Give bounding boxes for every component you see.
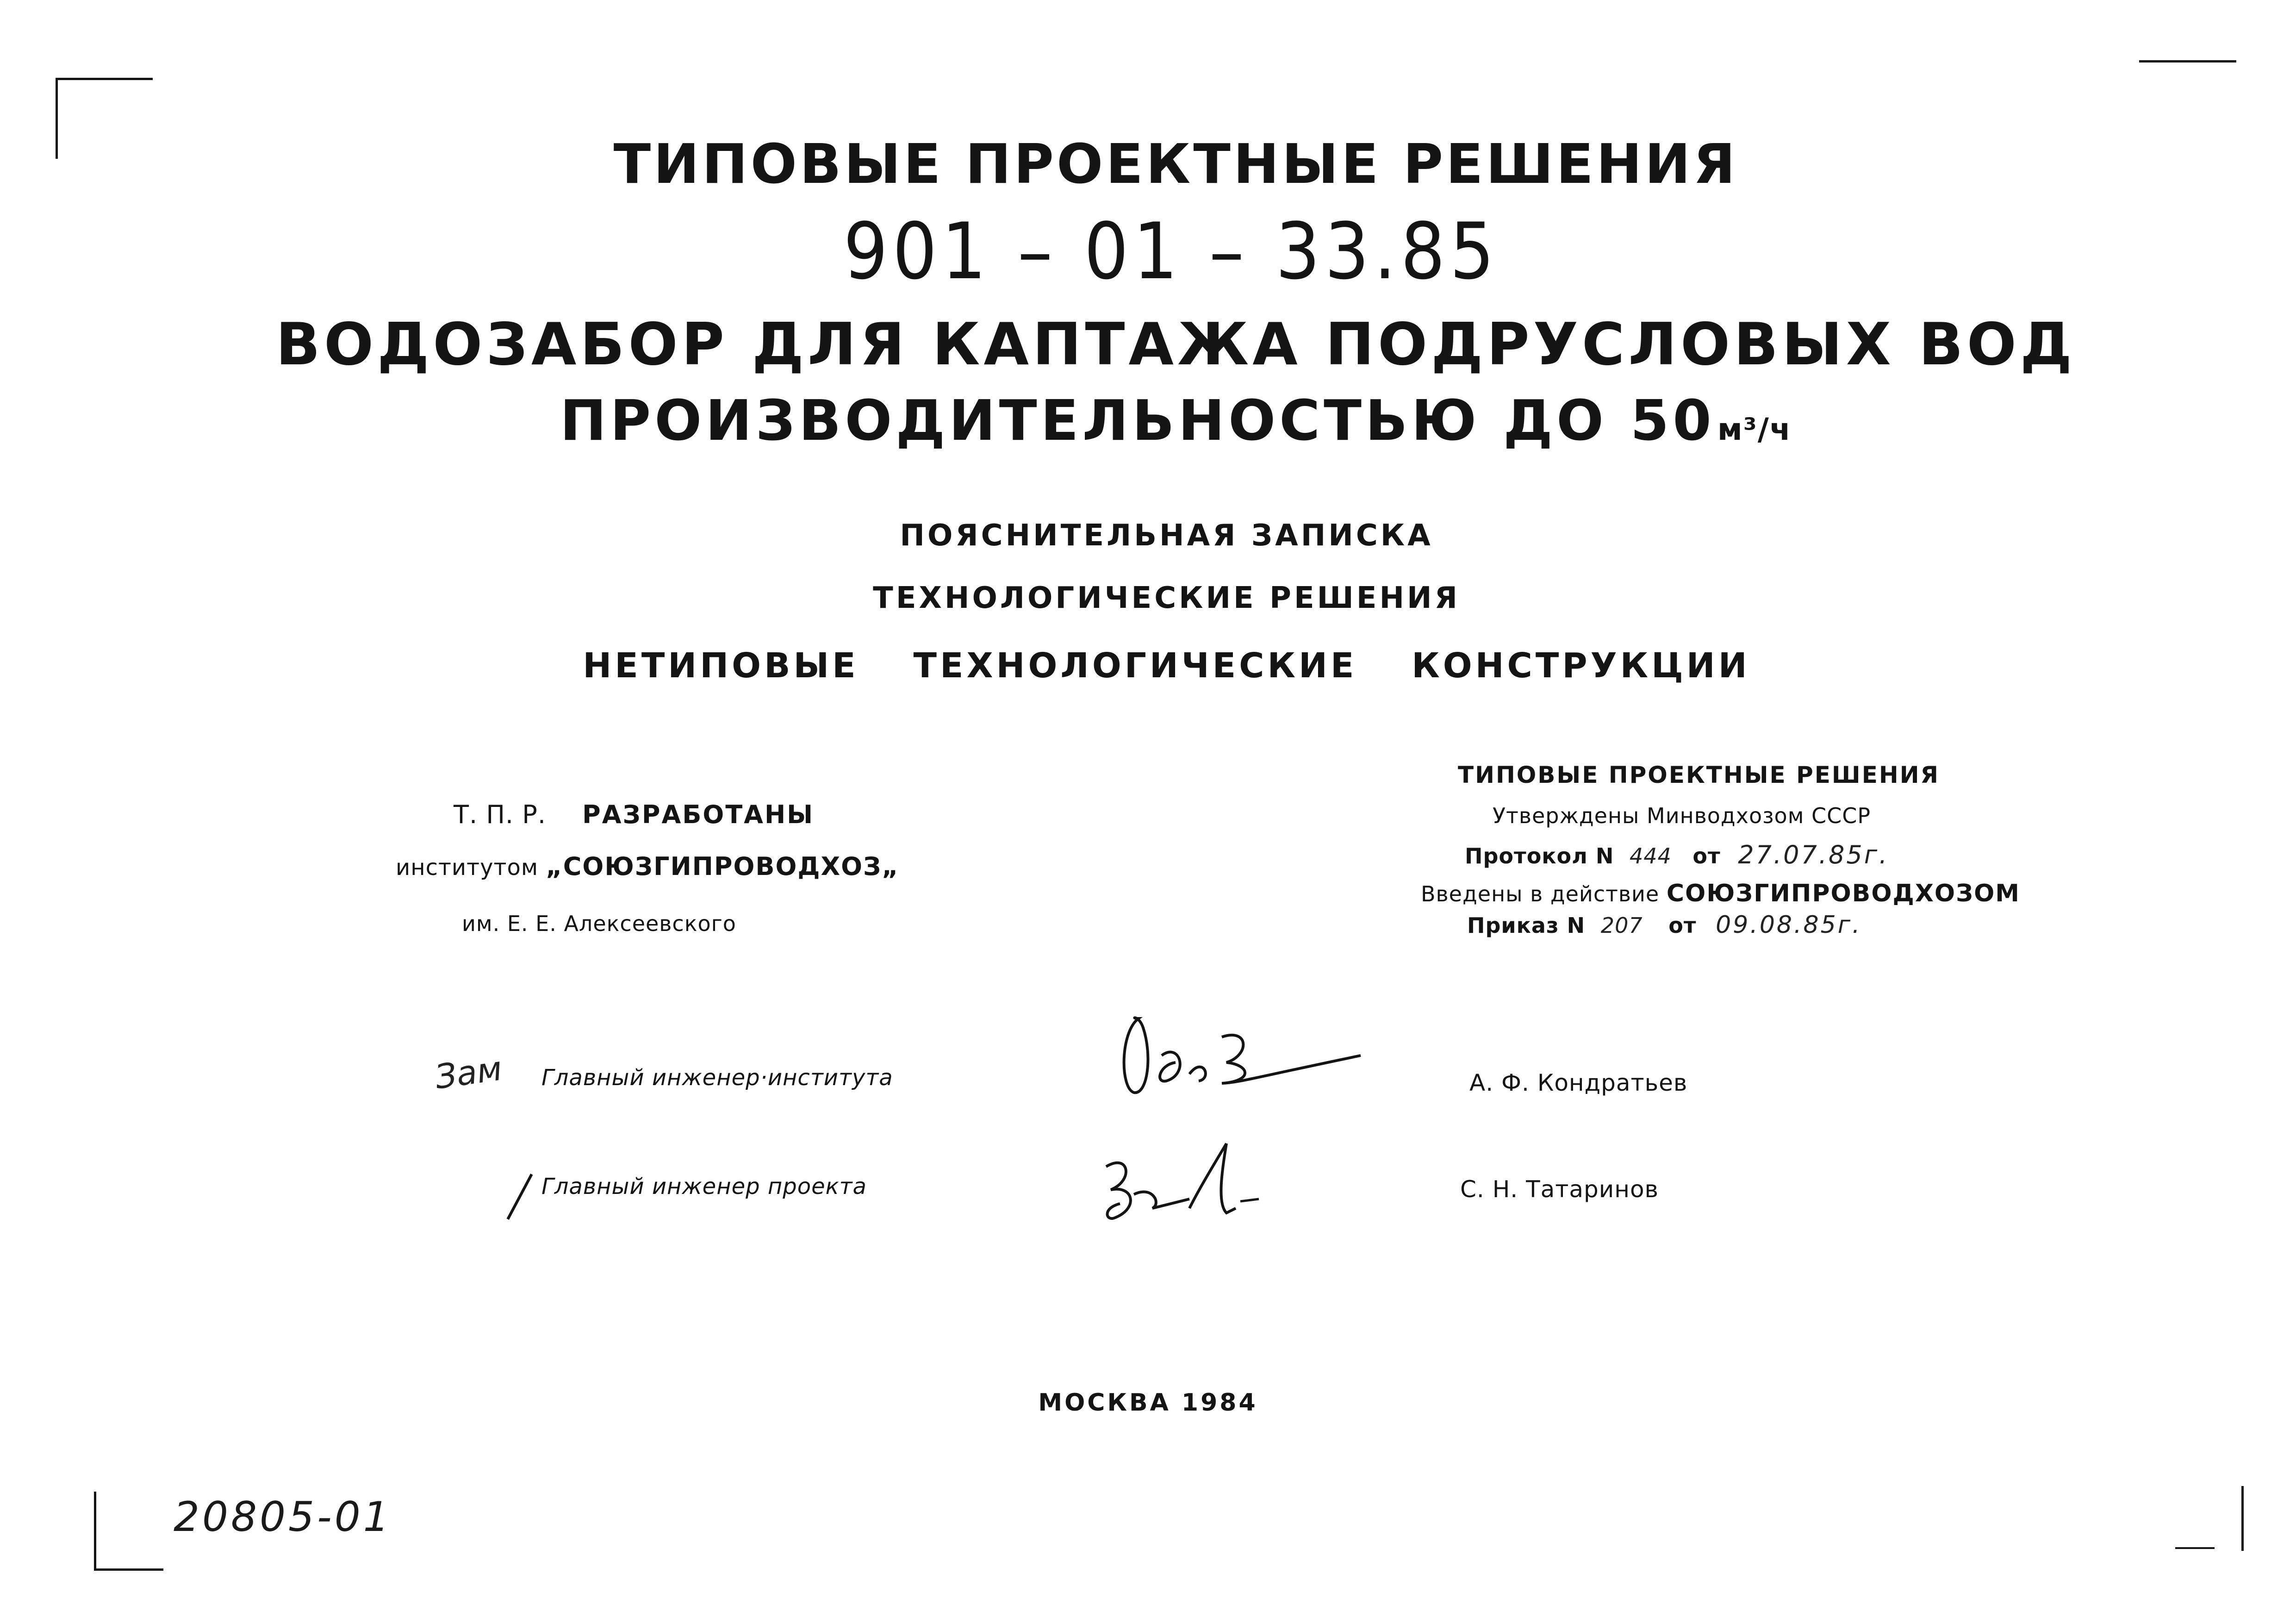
developer-by-institute: институтом: [396, 855, 539, 881]
developer-abbrev: Т. П. Р.: [454, 800, 546, 829]
chief-engineer-institute-name: А. Ф. Кондратьев: [1469, 1069, 1688, 1096]
developer-line3: им. Е. Е. Алексеевского: [462, 911, 736, 936]
document-title-line2: [28, 389, 2296, 453]
approval-title: ТИПОВЫЕ ПРОЕКТНЫЕ РЕШЕНИЯ: [1458, 762, 1940, 788]
protocol-date: 27.07.85г.: [1738, 840, 1889, 869]
approval-protocol: [1465, 840, 1889, 869]
developer-line1: [454, 800, 814, 829]
inventory-number: 20805-01: [174, 1493, 392, 1541]
corner-mark-top-left-h: [56, 78, 153, 80]
corner-mark-top-right-h: [2139, 60, 2236, 62]
developer-org: „СОЮЗГИПРОВОДХОЗ„: [546, 852, 899, 881]
contents-item-3: НЕТИПОВЫЕ ТЕХНОЛОГИЧЕСКИЕ КОНСТРУКЦИИ: [583, 646, 1750, 686]
order-label: Приказ N: [1467, 913, 1586, 938]
signature-chief-engineer-project: [1088, 1134, 1263, 1250]
corner-mark-bottom-right-v: [2241, 1486, 2244, 1551]
chief-engineer-project-name: С. Н. Татаринов: [1460, 1176, 1659, 1203]
protocol-label: Протокол N: [1465, 843, 1614, 868]
approval-enacted: [1421, 880, 2020, 907]
order-date: 09.08.85г.: [1716, 911, 1862, 939]
enacted-by: СОЮЗГИПРОВОДХОЗОМ: [1666, 880, 2021, 907]
title-unit: м³/ч: [1717, 412, 1792, 447]
contents-item-2: ТЕХНОЛОГИЧЕСКИЕ РЕШЕНИЯ: [873, 581, 1460, 615]
order-from: от: [1668, 913, 1697, 938]
slash-mark: [507, 1174, 533, 1220]
signature-chief-engineer-institute: [1111, 1000, 1370, 1106]
approval-approved-by: Утверждены Минводхозом СССР: [1493, 803, 1871, 828]
protocol-number: 444: [1629, 843, 1672, 868]
chief-engineer-institute-role: Главный инженер·института: [541, 1065, 893, 1091]
chief-engineer-project-role: Главный инженер проекта: [541, 1174, 867, 1199]
approval-order: [1467, 911, 1862, 939]
developer-line2: [396, 852, 899, 881]
document-code: 901 – 01 – 33.85: [843, 206, 1499, 297]
contents-item-1: ПОЯСНИТЕЛЬНАЯ ЗАПИСКА: [900, 518, 1433, 553]
corner-mark-bottom-right-h: [2175, 1547, 2215, 1549]
city-year: МОСКВА 1984: [1038, 1389, 1258, 1417]
corner-mark-bottom-left-v: [94, 1492, 96, 1570]
document-series: ТИПОВЫЕ ПРОЕКТНЫЕ РЕШЕНИЯ: [613, 132, 1738, 196]
protocol-from: от: [1692, 843, 1721, 868]
developer-developed: РАЗРАБОТАНЫ: [582, 800, 815, 829]
corner-mark-bottom-left-h: [94, 1568, 163, 1571]
document-title-line1: ВОДОЗАБОР ДЛЯ КАПТАЖА ПОДРУСЛОВЫХ ВОД: [275, 310, 2076, 378]
title-capacity: ПРОИЗВОДИТЕЛЬНОСТЬЮ ДО 50: [560, 389, 1715, 453]
order-number: 207: [1600, 913, 1643, 938]
enacted-label: Введены в действие: [1421, 881, 1660, 906]
deputy-prefix: Зам: [432, 1049, 504, 1097]
